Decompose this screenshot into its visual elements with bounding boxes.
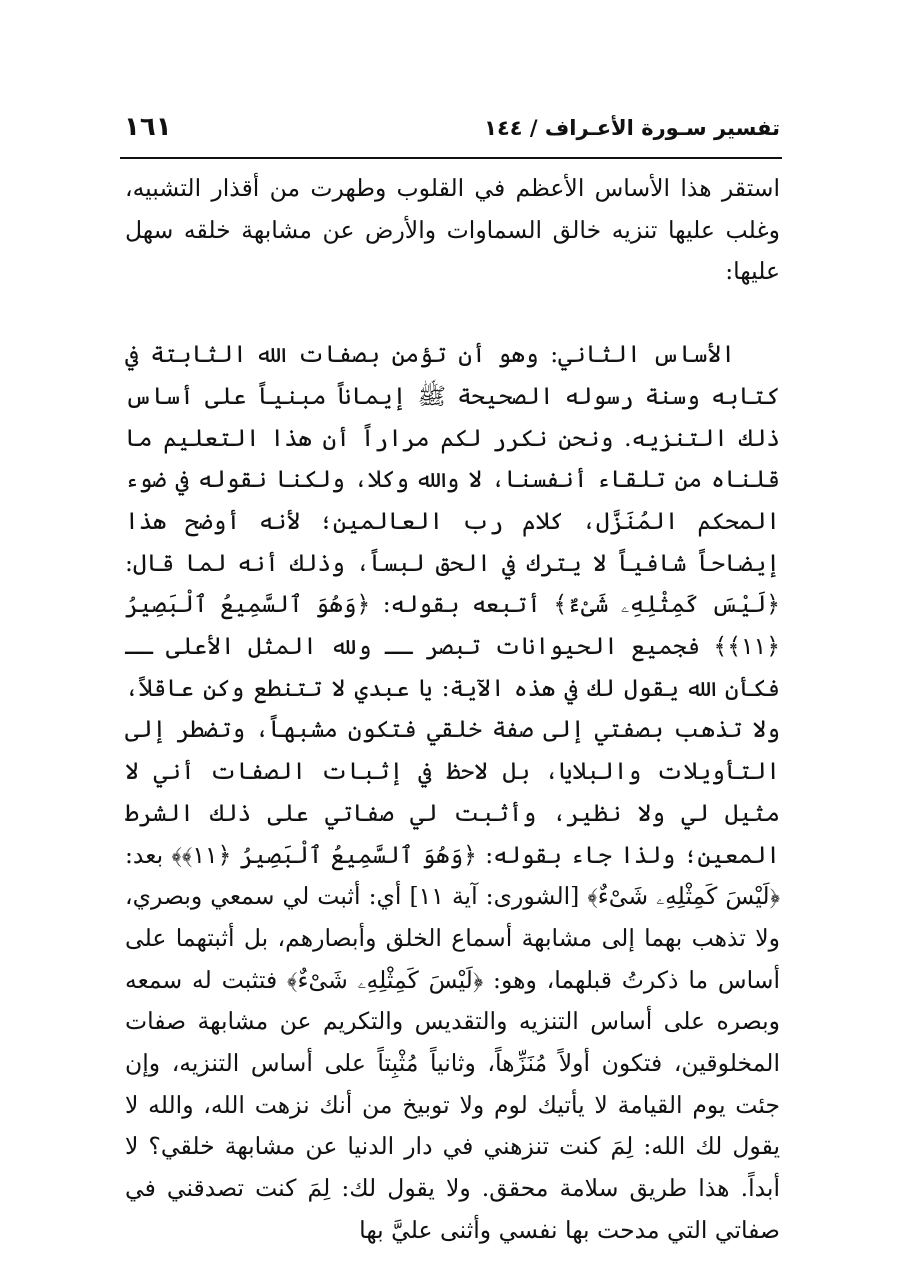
paragraph-1: استقر هذا الأساس الأعظم في القلوب وطهرت من أقذار التشبيه، وغلب عليها تنزيه خالق السماوات والأرض عن مشابهة خلقه سهل عليها: [125, 174, 780, 286]
page-header [120, 108, 780, 152]
paragraph-2: الأساس الثاني: وهو أن تؤمن بصفات الله الثابتة في كتابه وسنة رسوله الصحيحة ﷺ إيماناً مبنياً على أساس ذلك التنزيه. ونحن نكرر لكم مراراً أن هذا التعليم ما قلناه من تلقاء أنفسنا، لا والله وكلا، ولكنا نقوله في ضوء المحكم المُنَزَّل، كلام رب العالمين؛ لأنه أوضح هذا إيضاحاً شافياً لا يترك في الحق لبساً، وذلك أنه لما قال: ﴿لَيْسَ كَمِثْلِهِۦ شَىْءٌ﴾ أتبعه بقوله: ﴿وَهُوَ ٱلسَّمِيعُ ٱلْبَصِيرُ ﴿١١﴾﴾ فجميع الحيوانات تبصر ــ ولله المثل الأعلى ــ فكأن الله يقول لك في هذه الآية: يا عبدي لا تتنطع وكن عاقلاً، ولا تذهب بصفتي إلى صفة خلقي فتكون مشبهاً، وتضطر إلى التأويلات والبلايا، بل لاحظ في إثبات الصفات أني لا مثيل لي ولا نظير، وأثبت لي صفاتي على ذلك الشرط المعين؛ ولذا جاء بقوله: ﴿وَهُوَ ٱلسَّمِيعُ ٱلْبَصِيرُ ﴿١١﴾﴾ بعد: ﴿لَيْسَ كَمِثْلِهِۦ شَىْءٌ﴾ [الشورى: آية ١١] أي: أثبت لي سمعي وبصري، ولا تذهب بهما إلى مشابهة أسماع الخلق وأبصارهم، بل أثبتهما على أساس ما ذكرتُ قبلهما، وهو: ﴿لَيْسَ كَمِثْلِهِۦ شَىْءٌ﴾ فتثبت له سمعه وبصره على أساس التنزيه والتقديس والتكريم عن مشابهة صفات المخلوقين، فتكون أولاً مُنَزِّهاً، وثانياً مُثْبِتاً على أساس التنزيه، وإن جئت يوم القيامة لا يأتيك لوم ولا توبيخ من أنك نزهت الله، والله لا يقول لك الله: لِمَ كنت تنزهني في دار الدنيا عن مشابهة خلقي؟ لا أبداً. هذا طريق سلامة محقق. ولا يقول لك: لِمَ كنت تصدقني في صفاتي التي مدحت بها نفسي وأثنى عليَّ بها [125, 340, 781, 1244]
running-title: تفسير سـورة الأعـراف / ١٤٤ [484, 116, 780, 140]
page-number: ١٦١ [124, 112, 172, 142]
main-text [125, 168, 780, 1252]
header-divider [120, 157, 782, 159]
